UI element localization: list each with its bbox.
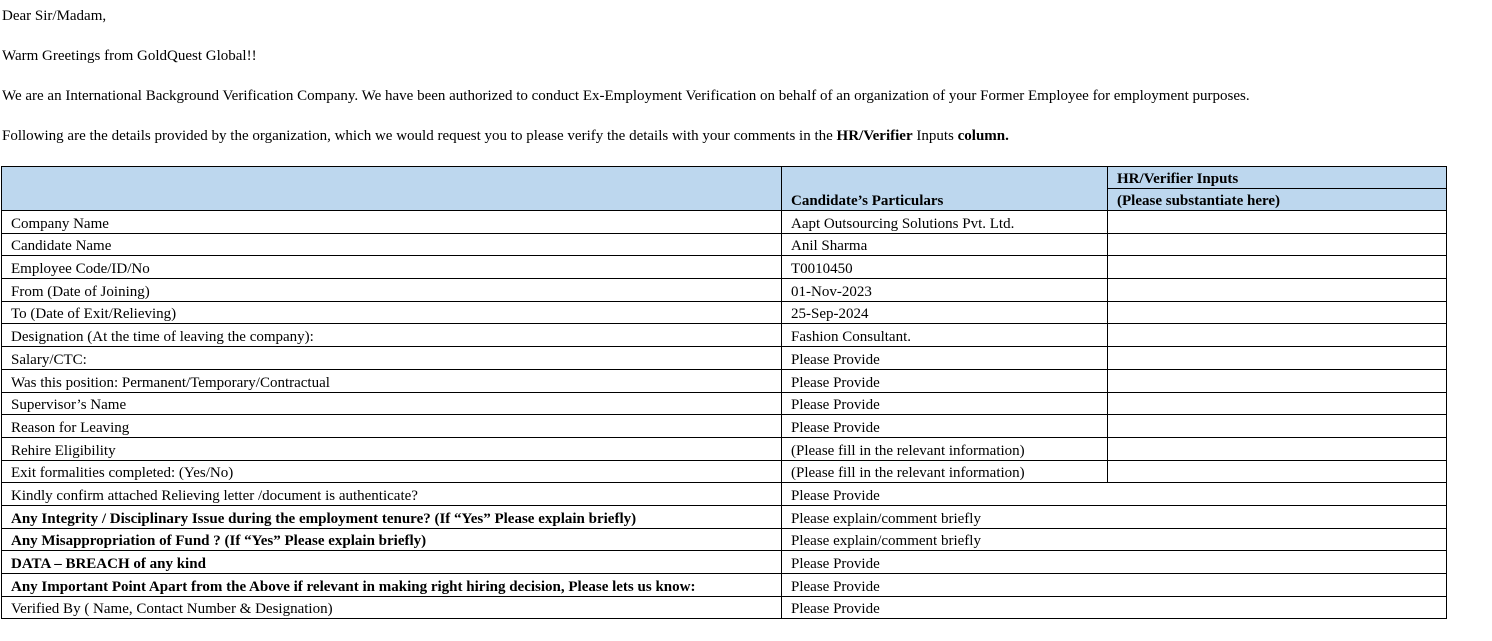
intro-paragraph: We are an International Background Verification Company. We have been authorized to conduct Ex-Employment Verification on behalf of an organization of your Former Employee for employment purposes. <box>2 88 1250 104</box>
row-verifier-input[interactable] <box>1108 211 1447 234</box>
row-verifier-input[interactable] <box>1108 233 1447 256</box>
row-value: 25-Sep-2024 <box>782 301 1108 324</box>
row-label: Was this position: Permanent/Temporary/Contractual <box>2 369 782 392</box>
row-label: Candidate Name <box>2 233 782 256</box>
row-verifier-input[interactable] <box>1108 437 1447 460</box>
row-value: Please Provide <box>782 347 1108 370</box>
table-row <box>2 211 1447 234</box>
row-verifier-input[interactable] <box>1108 369 1447 392</box>
row-value: Please Provide <box>782 574 1447 597</box>
table-row <box>2 505 1447 528</box>
row-label: Exit formalities completed: (Yes/No) <box>2 460 782 483</box>
row-label: DATA – BREACH of any kind <box>2 551 782 574</box>
table-row <box>2 437 1447 460</box>
request-text-2: Inputs <box>912 128 958 144</box>
table-row <box>2 392 1447 415</box>
row-value: Please Provide <box>782 369 1108 392</box>
header-blank-cell <box>2 167 782 211</box>
request-bold-column: column. <box>957 128 1009 144</box>
table-row <box>2 233 1447 256</box>
request-text-1: Following are the details provided by the organization, which we would request you to please verify the details with your comments in the <box>2 128 837 144</box>
row-label: Employee Code/ID/No <box>2 256 782 279</box>
table-row <box>2 347 1447 370</box>
row-value: Please explain/comment briefly <box>782 528 1447 551</box>
greeting: Warm Greetings from GoldQuest Global!! <box>2 48 257 64</box>
header-particulars: Candidate’s Particulars <box>782 167 1108 211</box>
row-verifier-input[interactable] <box>1108 324 1447 347</box>
row-label: Supervisor’s Name <box>2 392 782 415</box>
row-value: Please Provide <box>782 596 1447 619</box>
table-row <box>2 415 1447 438</box>
table-header-row-1 <box>2 167 1447 189</box>
row-verifier-input[interactable] <box>1108 415 1447 438</box>
row-value: Please Provide <box>782 551 1447 574</box>
row-value: T0010450 <box>782 256 1108 279</box>
table-row <box>2 574 1447 597</box>
row-value: Please Provide <box>782 392 1108 415</box>
table-row <box>2 460 1447 483</box>
row-verifier-input[interactable] <box>1108 301 1447 324</box>
row-value: Fashion Consultant. <box>782 324 1108 347</box>
row-value: Anil Sharma <box>782 233 1108 256</box>
row-value: (Please fill in the relevant information) <box>782 437 1108 460</box>
row-value: Please explain/comment briefly <box>782 505 1447 528</box>
table-row <box>2 483 1447 506</box>
table-row <box>2 256 1447 279</box>
table-row <box>2 324 1447 347</box>
row-verifier-input[interactable] <box>1108 256 1447 279</box>
request-paragraph <box>2 127 1009 145</box>
table-row <box>2 301 1447 324</box>
table-row <box>2 551 1447 574</box>
header-verifier-subtitle: (Please substantiate here) <box>1108 189 1447 211</box>
row-value: Please Provide <box>782 483 1447 506</box>
row-verifier-input[interactable] <box>1108 392 1447 415</box>
salutation: Dear Sir/Madam, <box>2 8 107 24</box>
row-value: 01-Nov-2023 <box>782 279 1108 302</box>
row-label: Kindly confirm attached Relieving letter /document is authenticate? <box>2 483 782 506</box>
row-label: Reason for Leaving <box>2 415 782 438</box>
row-label: Salary/CTC: <box>2 347 782 370</box>
row-verifier-input[interactable] <box>1108 460 1447 483</box>
header-verifier-title: HR/Verifier Inputs <box>1108 167 1447 189</box>
table-row <box>2 369 1447 392</box>
row-value: Please Provide <box>782 415 1108 438</box>
table-row <box>2 279 1447 302</box>
row-label: Any Misappropriation of Fund ? (If “Yes” Please explain briefly) <box>2 528 782 551</box>
row-verifier-input[interactable] <box>1108 279 1447 302</box>
request-bold-hr: HR/Verifier <box>836 128 913 144</box>
row-value: Aapt Outsourcing Solutions Pvt. Ltd. <box>782 211 1108 234</box>
row-label: Company Name <box>2 211 782 234</box>
table-row <box>2 596 1447 619</box>
row-label: Any Integrity / Disciplinary Issue during the employment tenure? (If “Yes” Please explain briefly) <box>2 505 782 528</box>
row-value: (Please fill in the relevant information) <box>782 460 1108 483</box>
verification-table <box>1 166 1447 619</box>
row-label: To (Date of Exit/Relieving) <box>2 301 782 324</box>
row-label: Verified By ( Name, Contact Number & Designation) <box>2 596 782 619</box>
table-row <box>2 528 1447 551</box>
row-label: Rehire Eligibility <box>2 437 782 460</box>
row-label: Any Important Point Apart from the Above if relevant in making right hiring decision, Please lets us know: <box>2 574 782 597</box>
row-label: From (Date of Joining) <box>2 279 782 302</box>
row-label: Designation (At the time of leaving the company): <box>2 324 782 347</box>
row-verifier-input[interactable] <box>1108 347 1447 370</box>
